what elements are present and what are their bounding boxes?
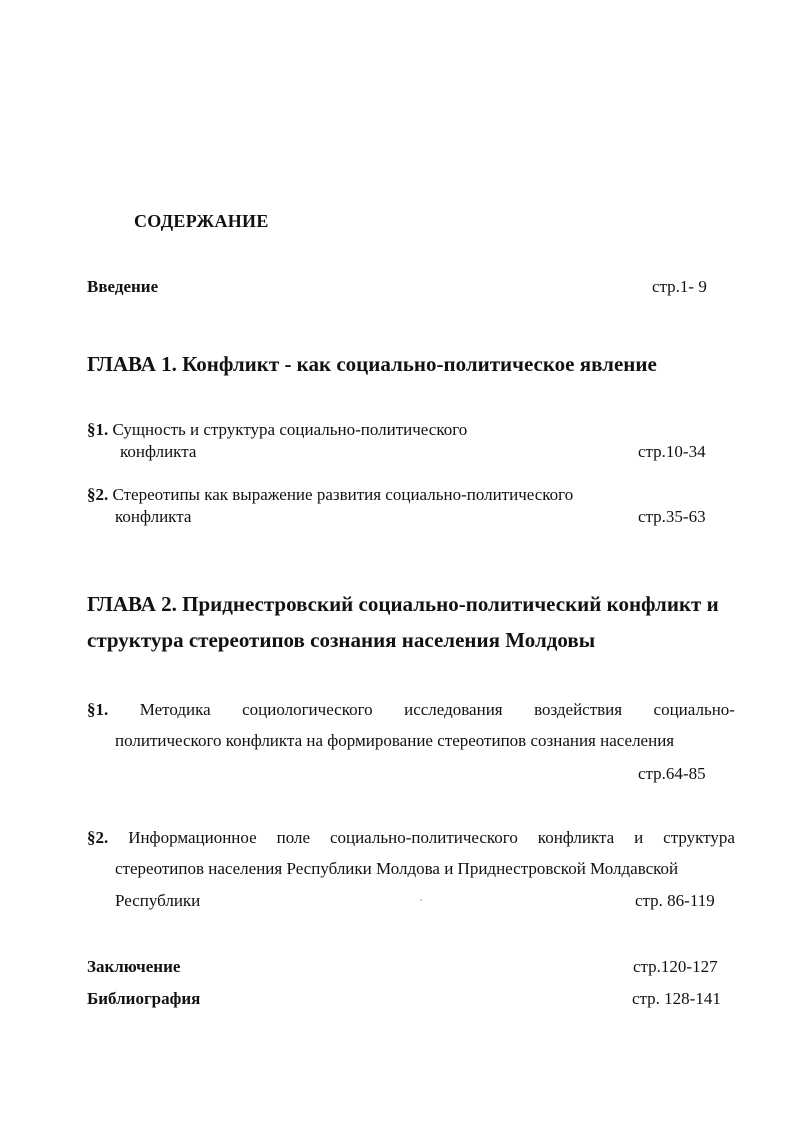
toc-bibliography-label: Библиография [87, 989, 201, 1008]
word: поле [276, 828, 310, 847]
word: конфликта [537, 828, 615, 847]
toc-intro-pages: стр.1- 9 [652, 277, 707, 296]
chapter1-section1-pages: стр.10-34 [638, 442, 706, 461]
chapter2-section2-line1 [87, 828, 735, 848]
chapter1-section2 [87, 485, 573, 505]
section-number: §2. [87, 828, 109, 847]
section-title-line1: Стереотипы как выражение развития социально-политического [112, 485, 574, 504]
section-number: §1. [87, 700, 109, 719]
chapter1-section1 [87, 420, 467, 440]
toc-conclusion-label: Заключение [87, 957, 181, 976]
chapter1-section2-line2: конфликта [115, 507, 192, 526]
toc-intro-label: Введение [87, 277, 159, 296]
chapter2-section1-pages: стр.64-85 [638, 764, 706, 783]
chapter2-section2-pages: стр. 86-119 [635, 891, 715, 910]
word: социологического [242, 700, 373, 719]
chapter2-heading-line1: ГЛАВА 2. Приднестровский социально-политический конфликт и [87, 592, 719, 616]
chapter2-heading-line2: структура стереотипов сознания населения Молдовы [87, 628, 596, 652]
page-title: СОДЕРЖАНИЕ [134, 211, 269, 231]
chapter1-section2-pages: стр.35-63 [638, 507, 706, 526]
chapter2-section1-line2: политического конфликта на формирование стереотипов сознания населения [115, 731, 675, 750]
toc-bibliography-pages: стр. 128-141 [632, 989, 721, 1008]
chapter1-section1-line2: конфликта [120, 442, 197, 461]
word: структура [663, 828, 735, 847]
chapter2-section2-line2: стереотипов населения Республики Молдова и Приднестровской Молдавской [115, 859, 679, 878]
word: социально- [653, 700, 735, 719]
word: исследования [404, 700, 503, 719]
chapter2-section2-line3: Республики [115, 891, 201, 910]
section-number: §1. [87, 420, 109, 439]
scan-speck [420, 899, 422, 901]
chapter2-section1-line1 [87, 700, 735, 720]
word: воздействия [534, 700, 623, 719]
word: Информационное [128, 828, 257, 847]
word: Методика [139, 700, 211, 719]
word: социально-политического [329, 828, 518, 847]
toc-conclusion-pages: стр.120-127 [633, 957, 718, 976]
chapter1-heading: ГЛАВА 1. Конфликт - как социально-политическое явление [87, 352, 657, 376]
word: и [634, 828, 644, 847]
section-title-line1: Сущность и структура социально-политического [112, 420, 468, 439]
section-number: §2. [87, 485, 109, 504]
